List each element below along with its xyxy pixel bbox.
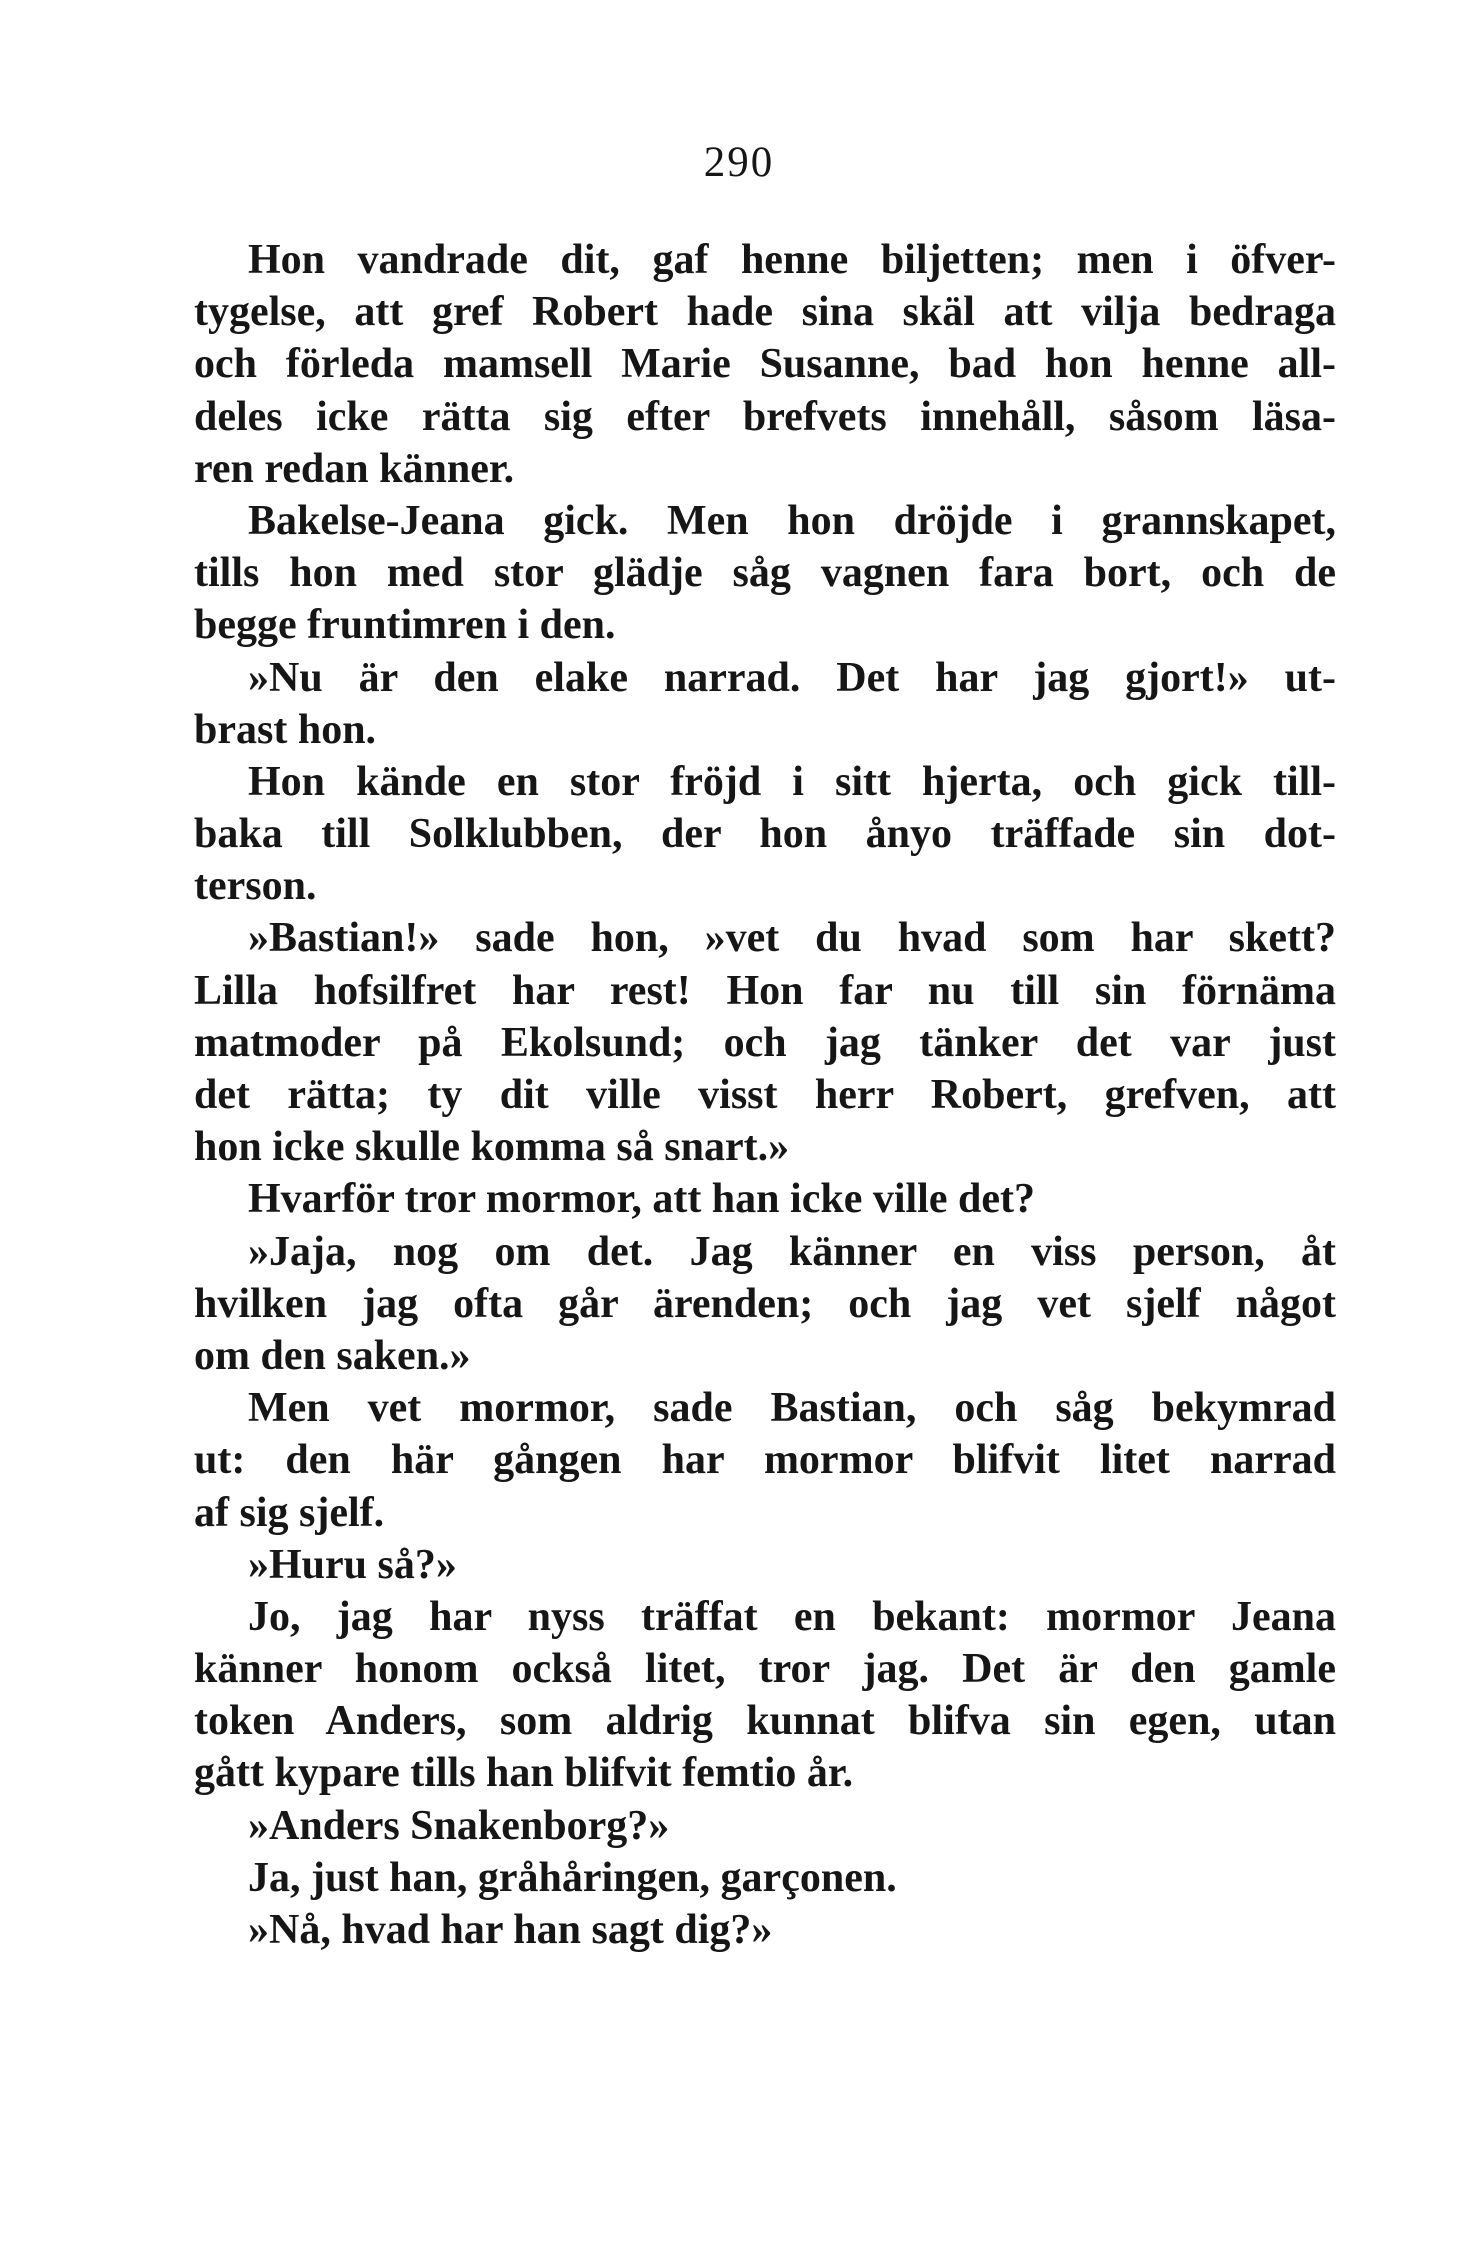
text-line: »Bastian!» sade hon, »vet du hvad som har skett? bbox=[248, 915, 1336, 962]
text-line: baka till Solklubben, der hon ånyo träffade sin dot- bbox=[194, 811, 1336, 858]
text-line: Hon vandrade dit, gaf henne biljetten; men i öfver- bbox=[248, 237, 1336, 283]
page-number: 290 bbox=[703, 139, 775, 186]
text-line: af sig sjelf. bbox=[194, 1489, 385, 1536]
text-line: Hvarför tror mormor, att han icke ville det? bbox=[248, 1176, 1035, 1223]
text-line: känner honom också litet, tror jag. Det är den gamle bbox=[194, 1646, 1336, 1693]
text-line: Lilla hofsilfret har rest! Hon far nu till sin förnäma bbox=[194, 967, 1336, 1014]
text-line: tygelse, att gref Robert hade sina skäl att vilja bedraga bbox=[194, 289, 1336, 336]
text-line: om den saken.» bbox=[194, 1332, 471, 1379]
text-line: deles icke rätta sig efter brefvets innehåll, såsom läsa- bbox=[194, 393, 1336, 440]
text-line: Hon kände en stor fröjd i sitt hjerta, och gick till- bbox=[248, 758, 1336, 805]
text-line: »Huru så?» bbox=[248, 1541, 457, 1588]
text-line: Men vet mormor, sade Bastian, och såg bekymrad bbox=[248, 1385, 1336, 1432]
text-line: tills hon med stor glädje såg vagnen fara bort, och de bbox=[194, 550, 1336, 597]
text-line: »Nå, hvad har han sagt dig?» bbox=[248, 1907, 773, 1953]
text-line: gått kypare tills han blifvit femtio år. bbox=[194, 1750, 854, 1797]
text-line: och förleda mamsell Marie Susanne, bad hon henne all- bbox=[194, 341, 1336, 388]
text-line: token Anders, som aldrig kunnat blifva sin egen, utan bbox=[194, 1698, 1336, 1745]
text-line: brast hon. bbox=[194, 706, 377, 753]
text-line: Bakelse-Jeana gick. Men hon dröjde i grannskapet, bbox=[248, 497, 1336, 544]
text-line: Jo, jag har nyss träffat en bekant: mormor Jeana bbox=[248, 1593, 1336, 1640]
text-line: det rätta; ty dit ville visst herr Robert, grefven, att bbox=[194, 1072, 1336, 1118]
text-line: terson. bbox=[194, 863, 317, 910]
page-text-body bbox=[194, 234, 1336, 1956]
text-line: ren redan känner. bbox=[194, 445, 515, 492]
text-line: hon icke skulle komma så snart.» bbox=[194, 1124, 790, 1171]
text-line: hvilken jag ofta går ärenden; och jag vet sjelf något bbox=[194, 1280, 1336, 1327]
text-line: »Jaja, nog om det. Jag känner en viss person, åt bbox=[248, 1228, 1336, 1275]
text-line: begge fruntimren i den. bbox=[194, 602, 616, 649]
text-line: »Nu är den elake narrad. Det har jag gjort!» ut- bbox=[248, 654, 1336, 701]
text-line: matmoder på Ekolsund; och jag tänker det var just bbox=[194, 1019, 1336, 1066]
text-line: ut: den här gången har mormor blifvit litet narrad bbox=[194, 1437, 1336, 1484]
text-line: »Anders Snakenborg?» bbox=[248, 1802, 670, 1849]
text-line: Ja, just han, gråhåringen, garçonen. bbox=[248, 1854, 897, 1901]
